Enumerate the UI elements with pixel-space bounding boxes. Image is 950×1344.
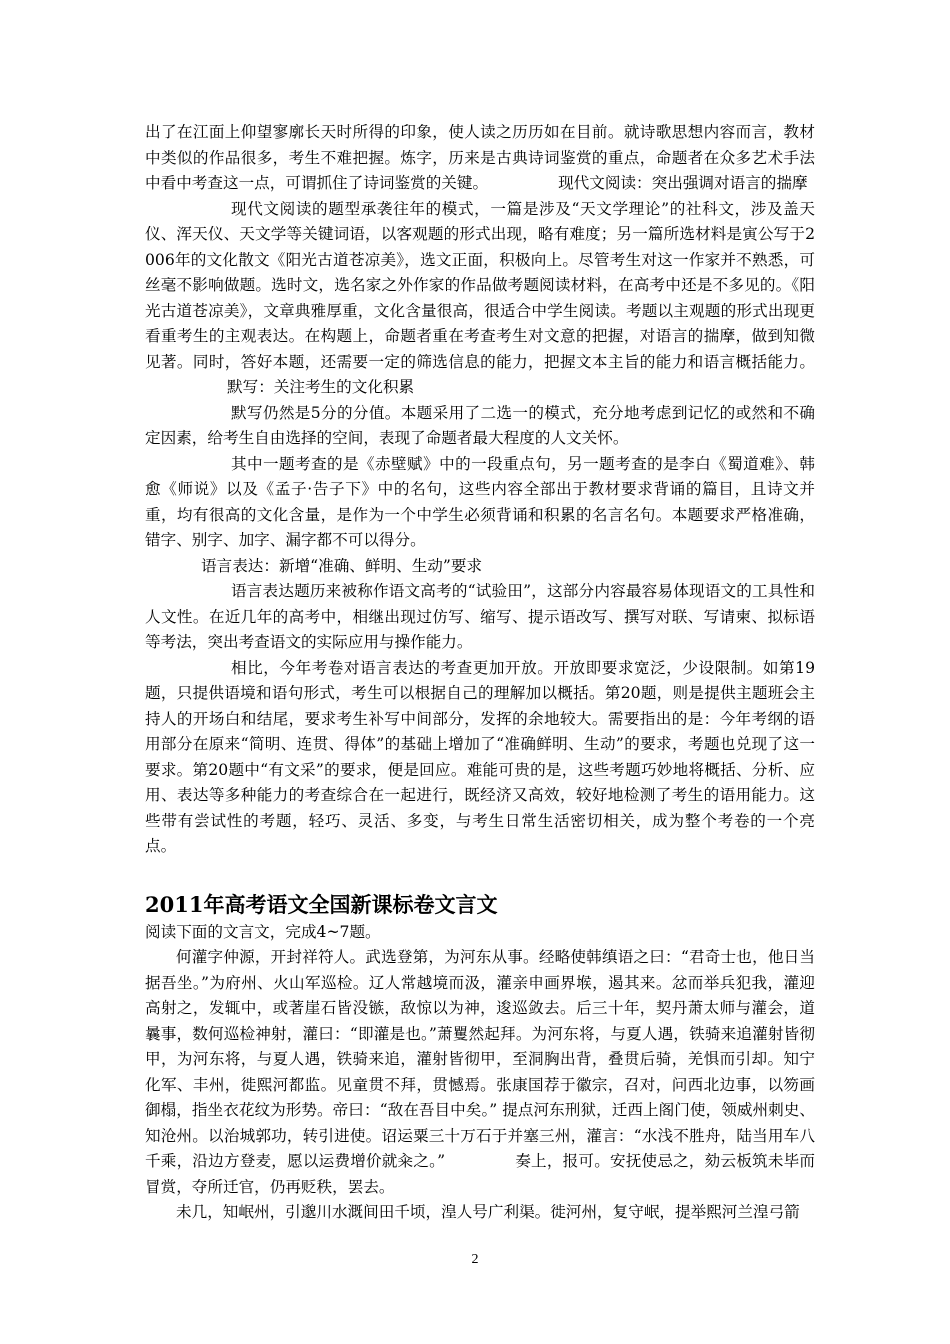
paragraph	[145, 197, 815, 401]
paragraph: 其中一题考查的是《赤壁赋》中的一段重点句，另一题考查的是李白《蜀道难》、韩愈《师说》以及《孟子·告子下》中的名句，这些内容全部出于教材要求背诵的篇目，且诗文并重，均有很高的文化含量，是作为一个中学生必须背诵和积累的名言名句。本题要求严格准确，错字、别字、加字、漏字都不可以得分。	[145, 454, 815, 549]
section-heading-modern-reading: 现代文阅读：突出强调对语言的揣摩	[558, 174, 808, 192]
paragraph: 语言表达题历来被称作语文高考的“试验田”，这部分内容最容易体现语文的工具性和人文性。在近几年的高考中，相继出现过仿写、缩写、提示语改写、撰写对联、写请柬、拟标语等考法，突出考查语文的实际应用与操作能力。	[145, 582, 815, 651]
classical-text: 奏上，报可。安抚使忌之，劾云板筑未毕而冒赏，夺所迁官，仍再贬秩，罢去。	[145, 1152, 815, 1196]
paragraph	[145, 120, 815, 197]
paragraph-text: 现代文阅读的题型承袭往年的模式，一篇是涉及“天文学理论”的社科文，涉及盖天仪、浑天仪、天文学等关键词语，以客观题的形式出现，略有难度；另一篇所选材料是寅公写于2006年的文化散文《阳光古道苍凉美》，选文正面，积极向上。尽管考生对这一作家并不熟悉，可丝毫不影响做题。选时文，选名家之外作家的作品做考题阅读材料，在高考中还是不多见的。《阳光古道苍凉美》，文章典雅厚重，文化含量很高，很适合中学生阅读。考题以主观题的形式出现更看重考生的主观表达。在构题上，命题者重在考查考生对文意的把握，对语言的揣摩，做到知微见著。同时，答好本题，还需要一定的筛选信息的能力，把握文本主旨的能力和语言概括能力。	[145, 199, 815, 371]
section-title: 2011年高考语文全国新课标卷文言文	[145, 891, 498, 917]
paragraph-text: 出了在江面上仰望寥廓长天时所得的印象，使人读之历历如在目前。就诗歌思想内容而言，教材中类似的作品很多，考生不难把握。炼字，历来是古典诗词鉴赏的重点，命题者在众多艺术手法中看中考查这一点，可谓抓住了诗词鉴赏的关键。	[145, 123, 815, 192]
paragraph: 默写仍然是5分的分值。本题采用了二选一的模式，充分地考虑到记忆的或然和不确定因素，给考生自由选择的空间，表现了命题者最大程度的人文关怀。	[145, 403, 815, 447]
paragraph: 相比，今年考卷对语言表达的考查更加开放。开放即要求宽泛，少设限制。如第19题，只提供语境和语句形式，考生可以根据自己的理解加以概括。第20题，则是提供主题班会主持人的开场白和结尾，要求考生补写中间部分，发挥的余地较大。需要指出的是：今年考纲的语用部分在原来“简明、连贯、得体”的基础上增加了“准确鲜明、生动”的要求，考题也兑现了这一要求。第20题中“有文采”的要求，便是回应。难能可贵的是，这些考题巧妙地将概括、分析、应用、表达等多种能力的考查综合在一起进行，既经济又高效，较好地检测了考生的语用能力。这些带有尝试性的考题，轻巧、灵活、多变，与考生日常生活密切相关，成为整个考卷的一个亮点。	[145, 658, 815, 855]
classical-text-paragraph: 未几，知岷州，引邈川水溉间田千顷，湟人号广利渠。徙河州，复守岷，提举熙河兰湟弓箭	[176, 1203, 800, 1221]
classical-text-paragraph	[145, 945, 815, 1200]
section-heading-language-expression: 语言表达：新增“准确、鲜明、生动”要求	[201, 556, 483, 575]
classical-text: 何灌字仲源，开封祥符人。武选登第，为河东从事。经略使韩缜语之曰：“君奇士也，他日当据吾坐。”为府州、火山军巡检。辽人常越境而汲，灌亲申画界堠，遏其来。忿而举兵犯我，灌迎高射之，发辄中，或著崖石皆没镞，敌惊以为神，逡巡敛去。后三十年，契丹萧太师与灌会，道曩事，数何巡检神射，灌曰：“即灌是也。”萧矍然起拜。为河东将，与夏人遇，铁骑来追灌射皆彻甲，为河东将，与夏人遇，铁骑来追，灌射皆彻甲，至洞胸出背，叠贯后骑，羌惧而引却。知宁化军、丰州，徙熙河都监。见童贯不拜，贯憾焉。张康国荐于徽宗，召对，问西北边事，以笏画御榻，指坐衣花纹为形势。帝曰：“敌在吾目中矣。” 提点河东刑狱，迁西上阁门使，领威州刺史、知沧州。以治城郭功，转引进使。诏运粟三十万石于并塞三州，灌言：“水浅不胜舟，陆当用车八千乘，沿边方登麦，愿以运费增价就籴之。”	[145, 948, 815, 1170]
section-heading-dictation: 默写：关注考生的文化积累	[227, 378, 415, 396]
reading-instruction: 阅读下面的文言文，完成4~7题。	[145, 922, 381, 941]
document-body	[145, 120, 815, 1226]
page-number: 2	[471, 1252, 479, 1267]
